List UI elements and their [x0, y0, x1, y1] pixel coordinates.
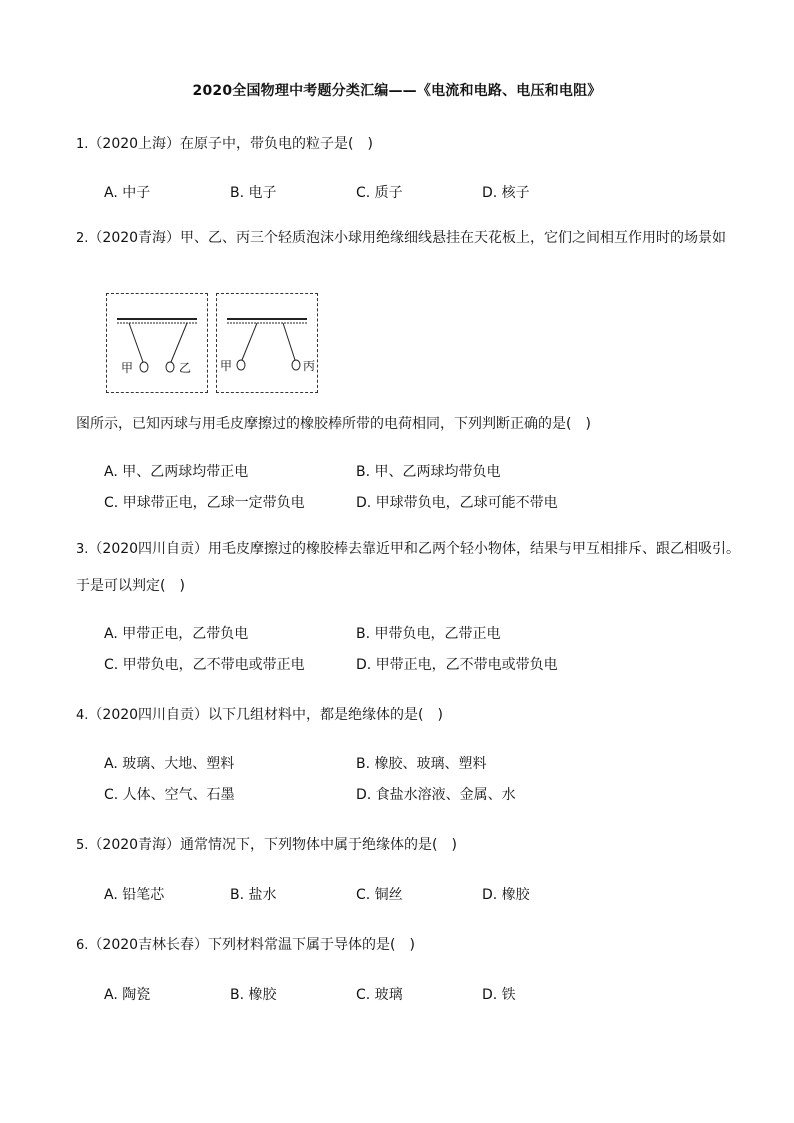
question-source: （2020吉林长春） — [88, 937, 209, 953]
question-2-stem — [76, 227, 726, 247]
ball-label-yi: 乙 — [179, 361, 192, 375]
question-text: 下列材料常温下属于导体的是( ) — [208, 937, 415, 953]
question-source: （2020四川自贡） — [88, 541, 209, 557]
question-6-option-d[interactable]: D. 铁 — [482, 987, 516, 1003]
question-number: 5. — [76, 838, 89, 853]
question-3-option-a[interactable]: A. 甲带正电，乙带负电 — [104, 626, 249, 642]
question-number: 3. — [76, 542, 89, 557]
question-1-stem — [76, 133, 373, 153]
figure-panel-left — [106, 293, 208, 393]
question-source: （2020青海） — [88, 230, 181, 246]
ball-label-jia: 甲 — [220, 359, 233, 373]
question-2-stem-continued: 图所示，已知丙球与用毛皮摩擦过的橡胶棒所带的电荷相同，下列判断正确的是( ) — [76, 416, 591, 432]
question-text: 在原子中，带负电的粒子是( ) — [180, 136, 373, 152]
question-number: 2. — [76, 231, 89, 246]
question-source: （2020上海） — [88, 136, 181, 152]
question-text: 用毛皮摩擦过的橡胶棒去靠近甲和乙两个轻小物体，结果与甲互相排斥、跟乙相吸引。 — [208, 541, 741, 557]
question-text: 以下几组材料中，都是绝缘体的是( ) — [208, 707, 443, 723]
figure-panel-right — [216, 293, 318, 393]
question-4-option-b[interactable]: B. 橡胶、玻璃、塑料 — [356, 756, 487, 772]
question-3-option-c[interactable]: C. 甲带负电，乙不带电或带正电 — [104, 657, 305, 673]
question-4-option-a[interactable]: A. 玻璃、大地、塑料 — [104, 756, 235, 772]
hanging-balls-figure — [107, 294, 207, 392]
question-3-stem — [76, 538, 740, 558]
question-number: 4. — [76, 708, 89, 723]
ball-label-jia: 甲 — [121, 361, 134, 375]
question-number: 6. — [76, 938, 89, 953]
question-6-option-b[interactable]: B. 橡胶 — [230, 987, 277, 1003]
question-5-stem — [76, 834, 457, 854]
question-1-option-d[interactable]: D. 核子 — [482, 185, 530, 201]
question-2-option-d[interactable]: D. 甲球带负电，乙球可能不带电 — [356, 495, 558, 511]
question-number: 1. — [76, 137, 89, 152]
question-text: 通常情况下，下列物体中属于绝缘体的是( ) — [180, 837, 457, 853]
question-source: （2020青海） — [88, 837, 181, 853]
question-2-option-c[interactable]: C. 甲球带正电，乙球一定带负电 — [104, 495, 305, 511]
question-3-option-b[interactable]: B. 甲带负电，乙带正电 — [356, 626, 501, 642]
question-6-stem — [76, 934, 415, 954]
question-4-option-d[interactable]: D. 食盐水溶液、金属、水 — [356, 787, 516, 803]
question-5-option-c[interactable]: C. 铜丝 — [356, 887, 403, 903]
question-6-option-a[interactable]: A. 陶瓷 — [104, 987, 151, 1003]
question-source: （2020四川自贡） — [88, 707, 209, 723]
question-text: 甲、乙、丙三个轻质泡沫小球用绝缘细线悬挂在天花板上，它们之间相互作用时的场景如 — [180, 230, 727, 246]
question-1-option-b[interactable]: B. 电子 — [230, 185, 277, 201]
question-6-option-c[interactable]: C. 玻璃 — [356, 987, 403, 1003]
question-2-option-a[interactable]: A. 甲、乙两球均带正电 — [104, 464, 249, 480]
question-3-stem-continued: 于是可以判定( ) — [76, 578, 185, 594]
ball-label-bing: 丙 — [303, 359, 316, 373]
question-4-option-c[interactable]: C. 人体、空气、石墨 — [104, 787, 235, 803]
hanging-balls-figure — [217, 294, 317, 392]
question-1-option-a[interactable]: A. 中子 — [104, 185, 151, 201]
question-5-option-b[interactable]: B. 盐水 — [230, 887, 277, 903]
question-2-option-b[interactable]: B. 甲、乙两球均带负电 — [356, 464, 501, 480]
question-5-option-d[interactable]: D. 橡胶 — [482, 887, 530, 903]
page-title: 2020全国物理中考题分类汇编——《电流和电路、电压和电阻》 — [192, 83, 602, 99]
question-5-option-a[interactable]: A. 铅笔芯 — [104, 887, 165, 903]
question-4-stem — [76, 704, 443, 724]
question-3-option-d[interactable]: D. 甲带正电，乙不带电或带负电 — [356, 657, 558, 673]
question-1-option-c[interactable]: C. 质子 — [356, 185, 403, 201]
